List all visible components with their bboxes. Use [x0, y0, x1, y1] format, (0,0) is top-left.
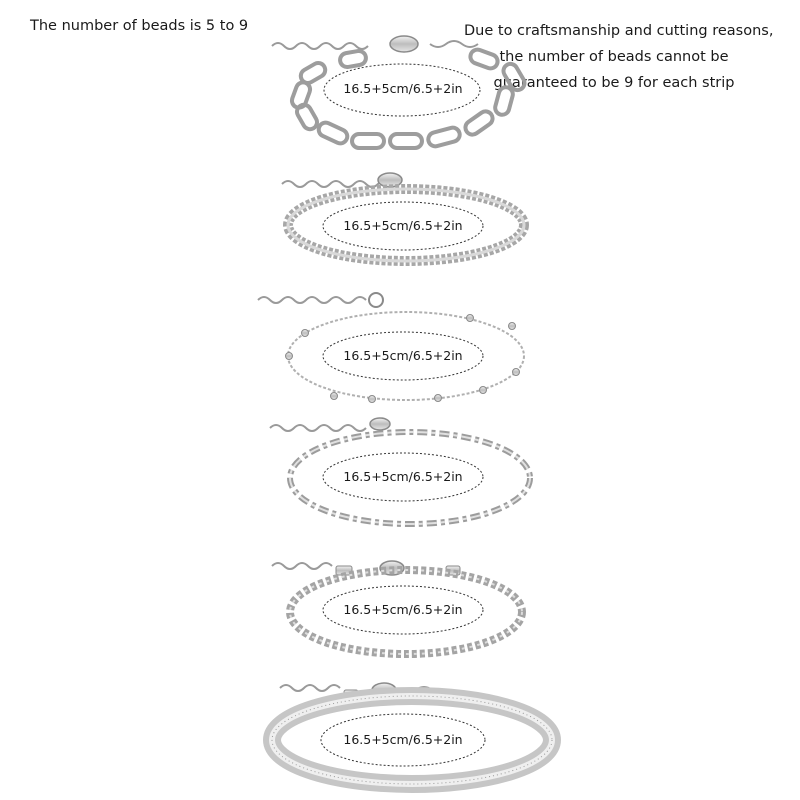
bracelet-1-lobster-clasp — [390, 36, 418, 52]
bracelet-4-lobster-clasp — [370, 418, 390, 430]
size-label-3: 16.5+5cm/6.5+2in — [343, 348, 463, 363]
size-label-6: 16.5+5cm/6.5+2in — [343, 732, 463, 747]
bead-count-note: The number of beads is 5 to 9 — [30, 18, 249, 34]
bracelet-1-extender-chain — [272, 41, 478, 49]
size-callouts — [321, 64, 485, 766]
size-label-5: 16.5+5cm/6.5+2in — [343, 602, 463, 617]
bracelet-4-extender-chain — [270, 425, 366, 431]
bracelet-3-extender-chain — [258, 297, 366, 303]
disclaimer-line-3: guaranteed to be 9 for each strip — [493, 75, 735, 91]
size-label-1: 16.5+5cm/6.5+2in — [343, 81, 463, 96]
disclaimer-line-1: Due to craftsmanship and cutting reasons, — [464, 23, 774, 39]
size-label-2: 16.5+5cm/6.5+2in — [343, 218, 463, 233]
bracelet-6-extender-chain — [280, 685, 340, 691]
size-label-4: 16.5+5cm/6.5+2in — [343, 469, 463, 484]
bracelet-5-extender-chain — [272, 563, 332, 569]
bracelet-3-spring-ring — [369, 293, 383, 307]
disclaimer-line-2: the number of beads cannot be — [499, 49, 729, 65]
